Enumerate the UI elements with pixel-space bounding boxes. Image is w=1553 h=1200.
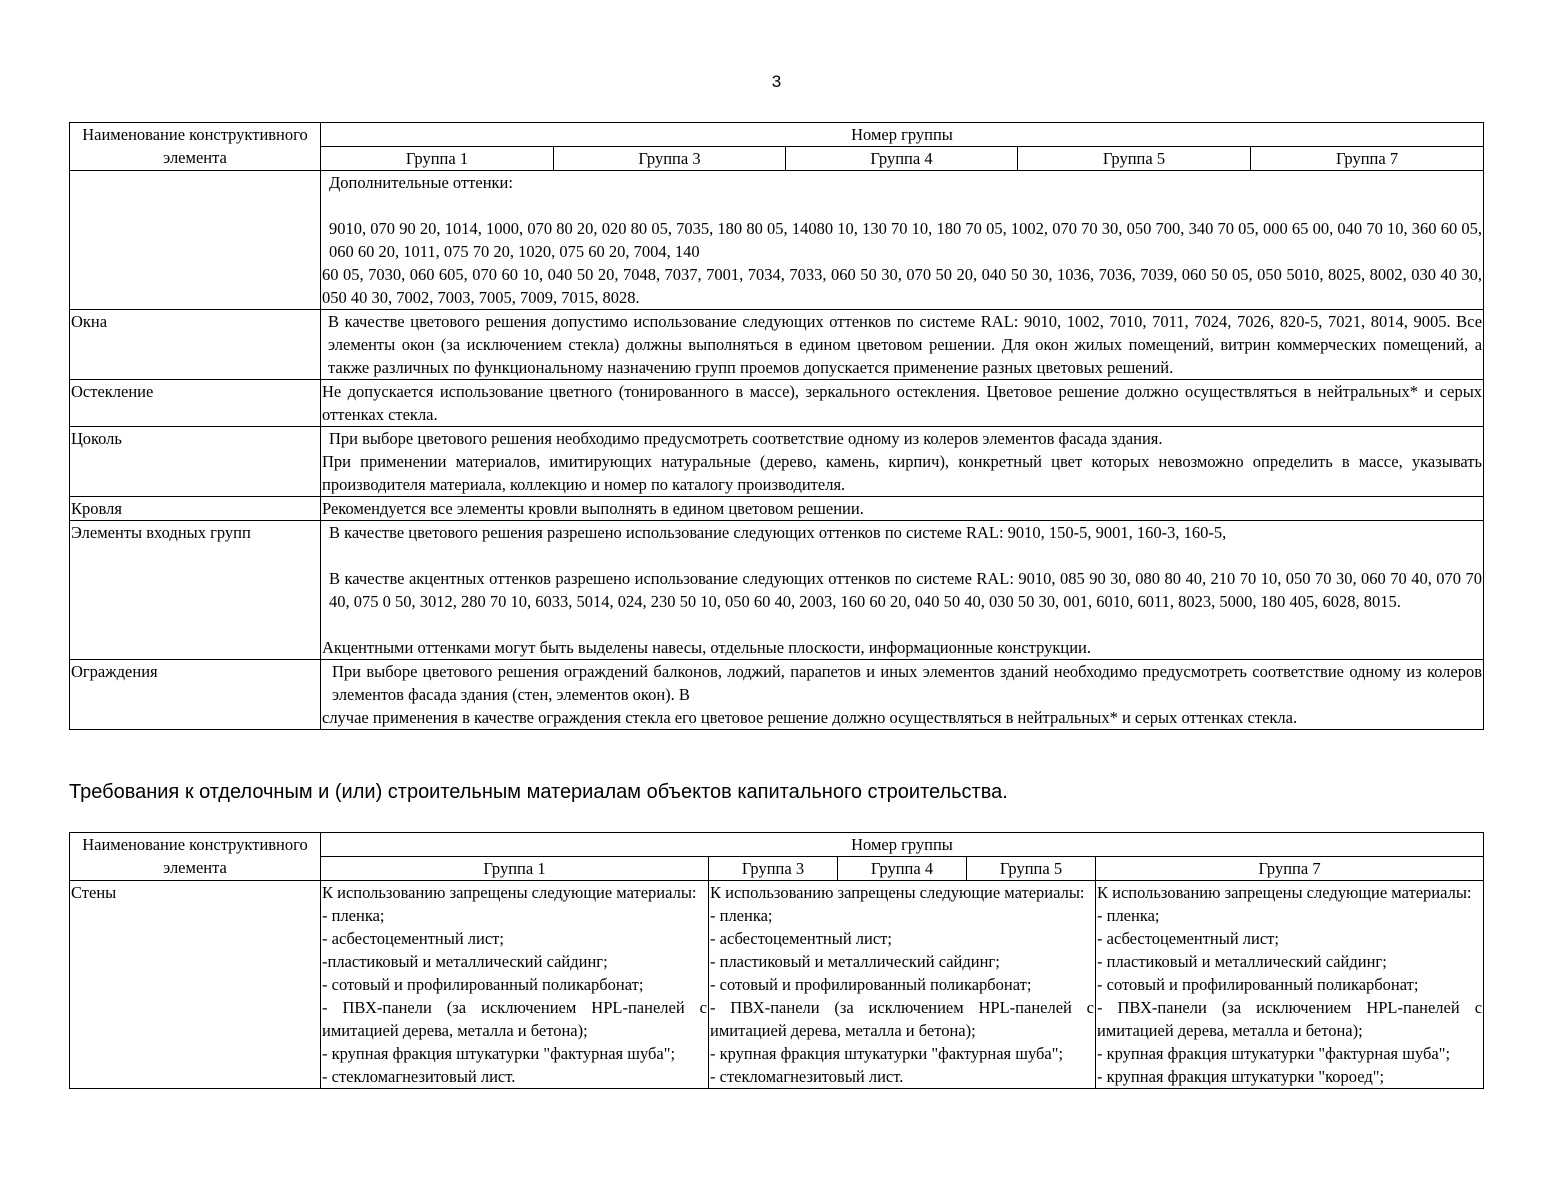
header-group-1: Группа 1 — [321, 147, 554, 171]
entrance-line-1: В качестве цветового решения разрешено использование следующих оттенков по системе RAL: 9010, 150-5, 9001, 160-3, 160-5, — [329, 523, 1227, 542]
entrance-line-3: Акцентными оттенками могут быть выделены навесы, отдельные плоскости, информационные конструкции. — [322, 638, 1091, 657]
walls-group-345-cell — [709, 881, 1096, 1089]
row-label-walls: Стены — [70, 881, 321, 1089]
walls-group-7-cell — [1096, 881, 1484, 1089]
list-item: - ПВХ-панели (за исключением HPL-панелей с имитацией дерева, металла и бетона); — [322, 998, 707, 1040]
entrance-cell — [321, 521, 1484, 660]
list-item: - пластиковый и металлический сайдинг; — [1097, 952, 1387, 971]
fences-line-1: При выборе цветового решения ограждений балконов, лоджий, парапетов и иных элементов зданий необходимо предусмотреть соответствие одному из колеров элементов фасада здания (стен, элементов окон). В — [332, 662, 1483, 704]
extra-shades-list-2: 60 05, 7030, 060 605, 070 60 10, 040 50 20, 7048, 7037, 7001, 7034, 7033, 060 50 30, 070 50 20, 040 50 30, 1036, 7036, 7039, 060 50 05, 050 5010, 8025, 8002, 030 40 30, 050 40 30, 7002, 7003, 7005, 7009, 7015, 8028. — [322, 265, 1483, 307]
list-item: - сотовый и профилированный поликарбонат; — [710, 975, 1032, 994]
extra-shades-title: Дополнительные оттенки: — [329, 173, 513, 192]
list-item: - крупная фракция штукатурки "фактурная шуба"; — [1097, 1044, 1451, 1063]
header-group-3: Группа 3 — [554, 147, 786, 171]
section-heading: Требования к отделочным и (или) строительным материалам объектов капитального строительства. — [69, 781, 1008, 803]
header-group-5: Группа 5 — [1018, 147, 1251, 171]
table-row — [70, 171, 1484, 310]
list-item: -пластиковый и металлический сайдинг; — [322, 952, 608, 971]
list-item: - стекломагнезитовый лист. — [710, 1067, 904, 1086]
list-item: К использованию запрещены следующие материалы: — [322, 883, 697, 902]
list-item: К использованию запрещены следующие материалы: — [710, 883, 1085, 902]
glazing-cell: Не допускается использование цветного (тонированного в массе), зеркального остекления. Цветовое решение должно осуществляться в нейтральных* и серых оттенках стекла. — [321, 380, 1484, 427]
row-label-extra — [70, 171, 321, 310]
fences-line-2: случае применения в качестве ограждения стекла его цветовое решение должно осуществляться в нейтральных* и серых оттенках стекла. — [322, 708, 1298, 727]
page-number: 3 — [771, 72, 782, 91]
header-group-1: Группа 1 — [321, 857, 709, 881]
list-item: - стекломагнезитовый лист. — [322, 1067, 516, 1086]
list-item: - асбестоцементный лист; — [710, 929, 892, 948]
list-item: - крупная фракция штукатурки "короед"; — [1097, 1067, 1385, 1086]
header-group-number: Номер группы — [321, 833, 1484, 857]
color-requirements-table — [69, 122, 1484, 730]
list-item: - крупная фракция штукатурки "фактурная шуба"; — [710, 1044, 1064, 1063]
plinth-cell — [321, 427, 1484, 497]
table-row — [70, 521, 1484, 660]
plinth-line-2: При применении материалов, имитирующих натуральные (дерево, камень, кирпич), конкретный цвет которых невозможно определить в массе, указывать производителя материала, коллекцию и номер по каталогу производителя. — [322, 452, 1483, 494]
extra-shades-cell — [321, 171, 1484, 310]
entrance-line-2: В качестве акцентных оттенков разрешено использование следующих оттенков по системе RAL: 9010, 085 90 30, 080 80 40, 210 70 10, 050 70 30, 060 70 40, 070 70 40, 075 0 50, 3012, 280 70 10, 6033, 5014, 024, 230 50 10, 050 60 40, 2003, 160 60 20, 040 50 40, 030 50 30, 001, 6010, 6011, 8023, 5000, 180 405, 6028, 8015. — [329, 569, 1483, 611]
table-row — [70, 310, 1484, 380]
table-row — [70, 660, 1484, 730]
list-item: - пластиковый и металлический сайдинг; — [710, 952, 1000, 971]
list-item: - пленка; — [710, 906, 773, 925]
header-element-column: Наименование конструктивного элемента — [70, 123, 321, 171]
row-label-entrance: Элементы входных групп — [70, 521, 321, 660]
list-item: - сотовый и профилированный поликарбонат; — [322, 975, 644, 994]
list-item: К использованию запрещены следующие материалы: — [1097, 883, 1472, 902]
table-row — [70, 497, 1484, 521]
list-item: - пленка; — [322, 906, 385, 925]
header-group-7: Группа 7 — [1251, 147, 1484, 171]
windows-cell: В качестве цветового решения допустимо использование следующих оттенков по системе RAL: 9010, 1002, 7010, 7011, 7024, 7026, 820-5, 7021, 8014, 9005. Все элементы окон (за исключением стекла) должны выполняться в едином цветовом решении. Для окон жилых помещений, витрин коммерческих помещений, а также различных по функциональному назначению групп проемов допускается применение разных цветовых решений. — [321, 310, 1484, 380]
fences-cell — [321, 660, 1484, 730]
table-row — [70, 380, 1484, 427]
walls-group-1-cell — [321, 881, 709, 1089]
list-item: - асбестоцементный лист; — [1097, 929, 1279, 948]
extra-shades-list-1: 9010, 070 90 20, 1014, 1000, 070 80 20, 020 80 05, 7035, 180 80 05, 14080 10, 130 70 10, 180 70 05, 1002, 070 70 30, 050 700, 340 70 05, 000 65 00, 040 70 10, 360 60 05, 060 60 20, 1011, 075 70 20, 1020, 075 60 20, 7004, 140 — [329, 219, 1483, 261]
list-item: - ПВХ-панели (за исключением HPL-панелей с имитацией дерева, металла и бетона); — [1097, 998, 1483, 1040]
row-label-glazing: Остекление — [70, 380, 321, 427]
list-item: - пленка; — [1097, 906, 1160, 925]
row-label-plinth: Цоколь — [70, 427, 321, 497]
header-group-5: Группа 5 — [967, 857, 1096, 881]
list-item: - крупная фракция штукатурки "фактурная шуба"; — [322, 1044, 676, 1063]
header-group-4: Группа 4 — [838, 857, 967, 881]
header-element-column: Наименование конструктивного элемента — [70, 833, 321, 881]
list-item: - асбестоцементный лист; — [322, 929, 504, 948]
header-group-3: Группа 3 — [709, 857, 838, 881]
row-label-roof: Кровля — [70, 497, 321, 521]
plinth-line-1: При выборе цветового решения необходимо предусмотреть соответствие одному из колеров элементов фасада здания. — [329, 429, 1163, 448]
row-label-fences: Ограждения — [70, 660, 321, 730]
table-row — [70, 427, 1484, 497]
header-group-number: Номер группы — [321, 123, 1484, 147]
header-group-4: Группа 4 — [786, 147, 1018, 171]
header-group-7: Группа 7 — [1096, 857, 1484, 881]
table-row — [70, 881, 1484, 1089]
list-item: - ПВХ-панели (за исключением HPL-панелей с имитацией дерева, металла и бетона); — [710, 998, 1094, 1040]
list-item: - сотовый и профилированный поликарбонат; — [1097, 975, 1419, 994]
materials-requirements-table — [69, 832, 1484, 1089]
roof-cell: Рекомендуется все элементы кровли выполнять в едином цветовом решении. — [321, 497, 1484, 521]
row-label-windows: Окна — [70, 310, 321, 380]
